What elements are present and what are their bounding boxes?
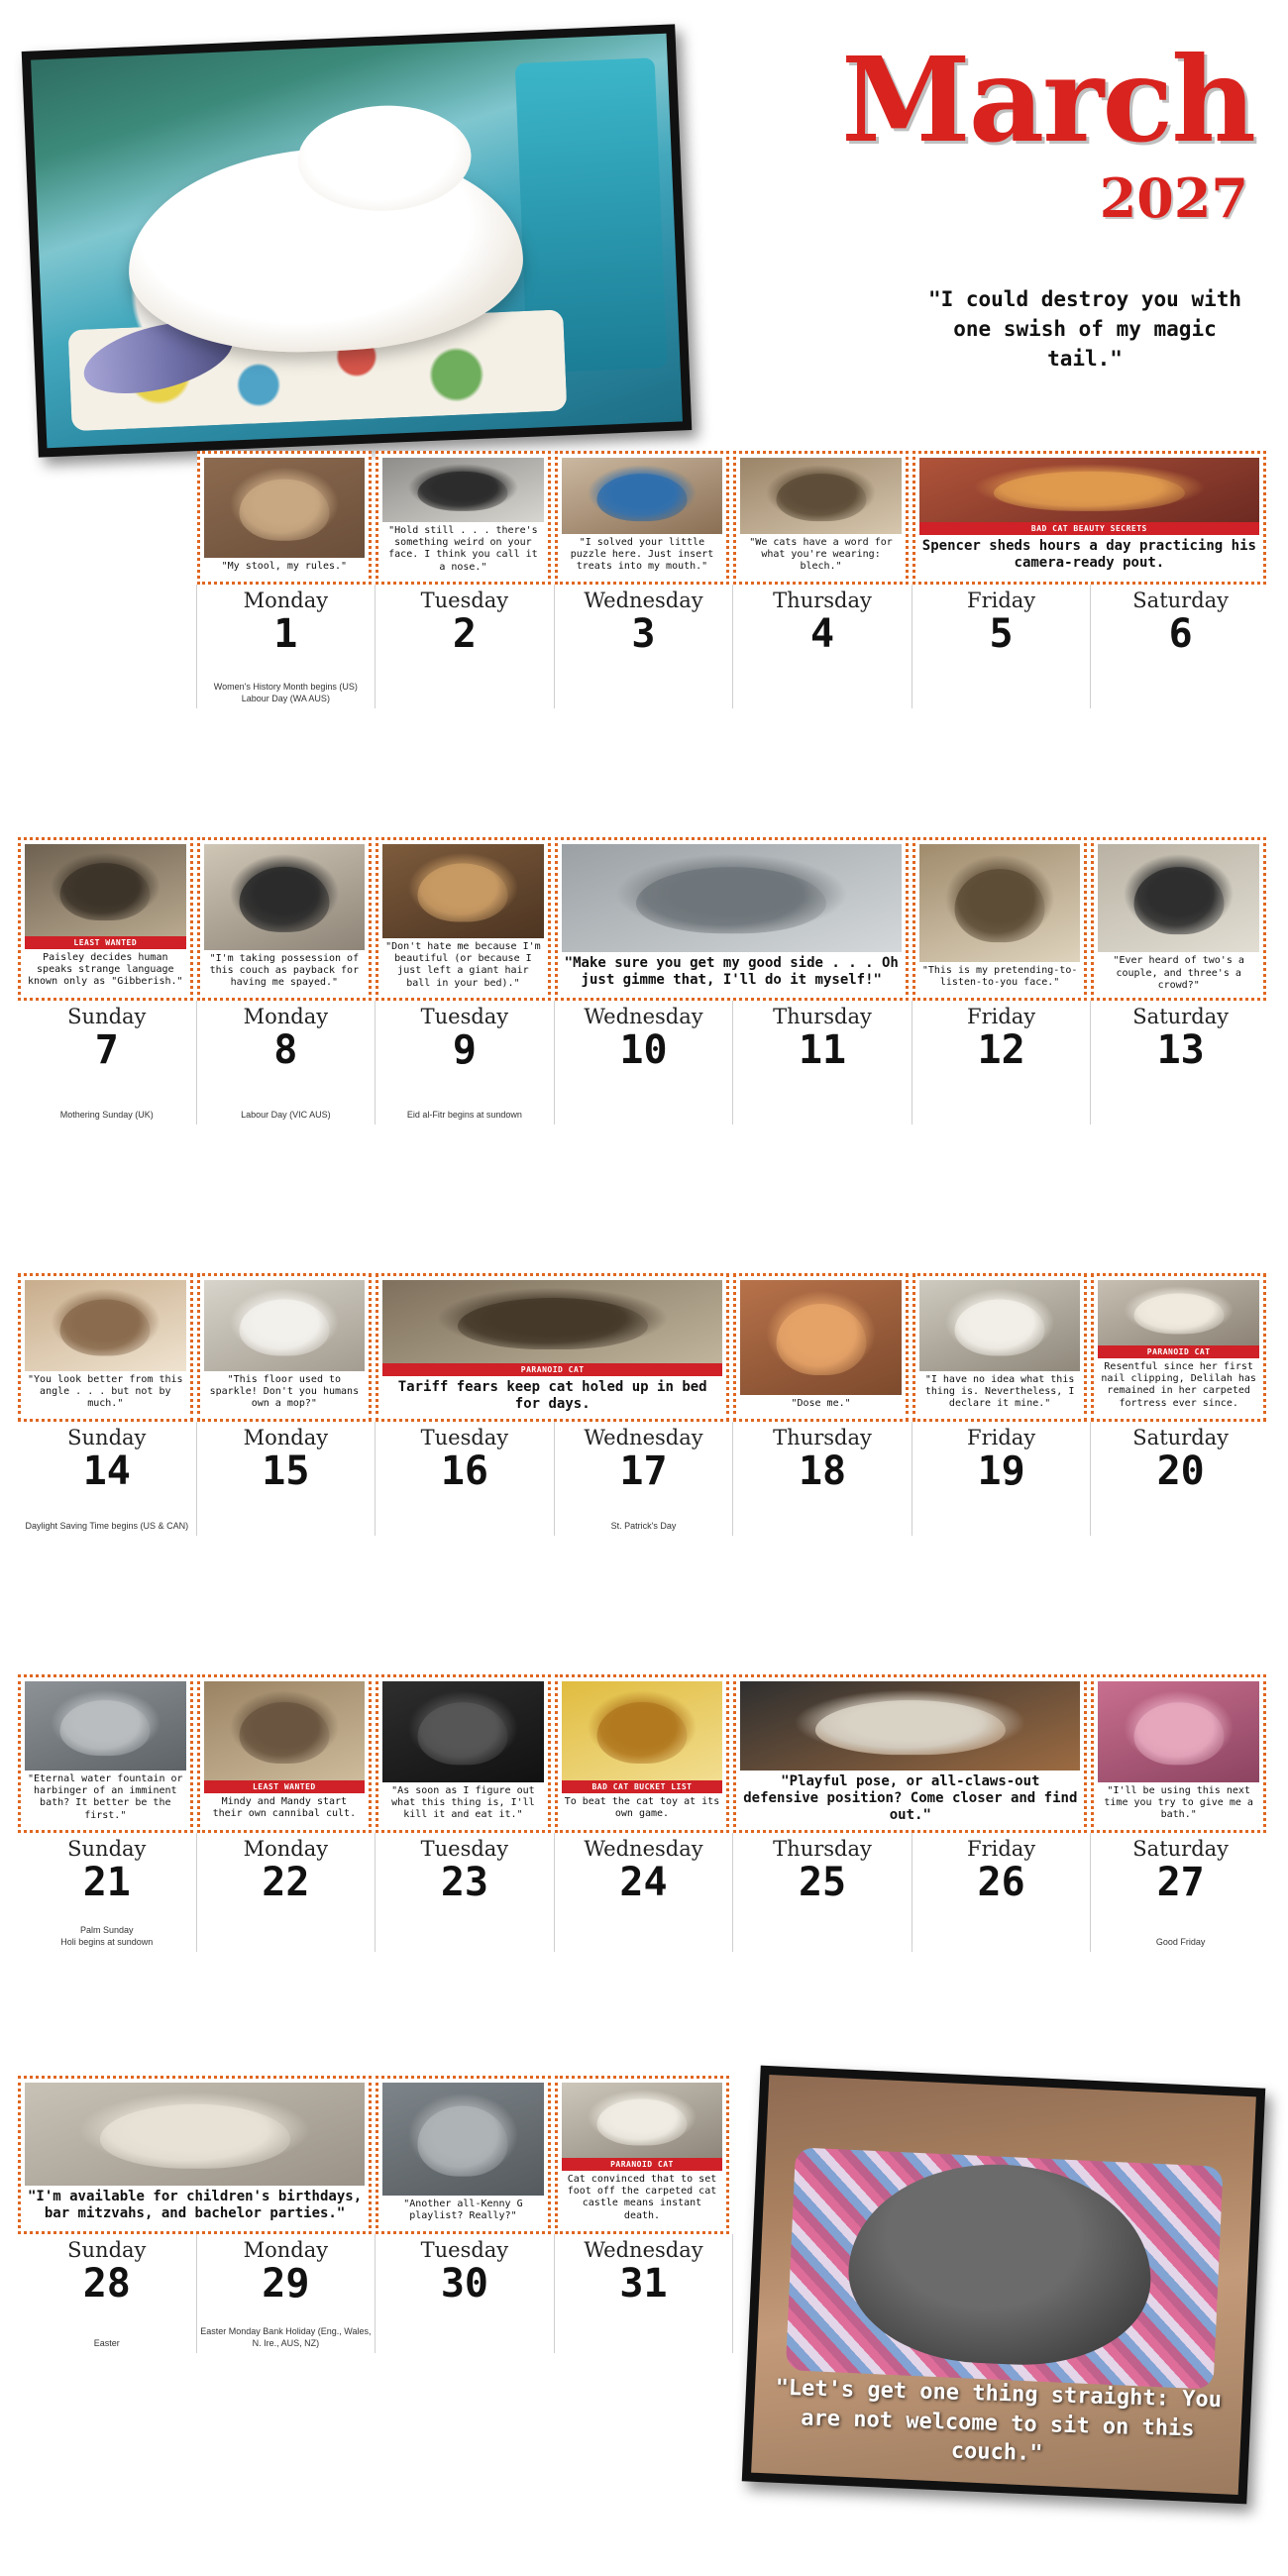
- day-cell[interactable]: [1091, 1833, 1270, 1952]
- photo-artwork: [382, 844, 544, 938]
- cat-photo: [562, 2083, 723, 2158]
- day-number: 30: [440, 2261, 488, 2307]
- photo-banner: PARANOID CAT: [1098, 1345, 1259, 1358]
- cat-photo: [25, 1280, 186, 1371]
- day-of-week-label: Thursday: [773, 1837, 872, 1861]
- photo-artwork: [919, 844, 1081, 962]
- hero-photo: [22, 24, 693, 457]
- photo-caption: Tariff fears keep cat holed up in bed for days.: [397, 1378, 707, 1412]
- cat-photo: [562, 1681, 723, 1780]
- photo-artwork: [1098, 844, 1259, 952]
- cat-photo: [1098, 1280, 1259, 1345]
- page-title: March: [841, 31, 1254, 168]
- day-cell[interactable]: [555, 2234, 734, 2353]
- photo-caption-card: [555, 2076, 730, 2234]
- photo-row: [18, 451, 1270, 585]
- day-of-week-label: Saturday: [1132, 589, 1230, 612]
- day-number: 28: [82, 2261, 131, 2307]
- day-of-week-label: Monday: [243, 1005, 329, 1028]
- days-row: [18, 1001, 1270, 1125]
- day-cell[interactable]: [376, 1422, 555, 1536]
- day-of-week-label: Monday: [243, 1426, 329, 1449]
- cat-photo: [919, 1280, 1081, 1371]
- day-of-week-label: Wednesday: [584, 589, 703, 612]
- day-cell[interactable]: [1091, 585, 1270, 708]
- day-cell[interactable]: [18, 1001, 197, 1125]
- photo-caption-card: [376, 1273, 729, 1422]
- days-row: [18, 585, 1270, 708]
- days-row: [18, 1833, 1270, 1952]
- day-note: St. Patrick's Day: [610, 1520, 677, 1531]
- photo-caption-card: [376, 837, 551, 1001]
- cat-photo: [382, 1681, 544, 1782]
- day-note: Eid al-Fitr begins at sundown: [406, 1109, 522, 1120]
- photo-caption-card: [376, 2076, 551, 2234]
- photo-caption-card: [912, 1273, 1088, 1422]
- day-cell[interactable]: [733, 585, 912, 708]
- photo-caption-card: [18, 837, 193, 1001]
- day-number: 13: [1156, 1027, 1205, 1073]
- day-of-week-label: Wednesday: [584, 1426, 703, 1449]
- bottom-photo: [742, 2066, 1266, 2505]
- day-of-week-label: Saturday: [1132, 1837, 1230, 1861]
- day-cell[interactable]: [912, 1001, 1092, 1125]
- day-cell[interactable]: [18, 1422, 197, 1536]
- week-strip: [18, 451, 1270, 708]
- day-note: Easter: [93, 2337, 120, 2348]
- day-number: 27: [1156, 1860, 1205, 1905]
- day-note: Palm Sunday Holi begins at sundown: [60, 1924, 154, 1947]
- photo-caption-card: [197, 1273, 373, 1422]
- day-cell[interactable]: [197, 585, 376, 708]
- day-cell[interactable]: [197, 1001, 376, 1125]
- photo-artwork: [919, 458, 1259, 522]
- day-number: 5: [989, 611, 1014, 657]
- photo-caption: "Playful pose, or all-claws-out defensive position? Come closer and find out.": [743, 1772, 1078, 1823]
- day-of-week-label: Sunday: [67, 2238, 147, 2262]
- day-cell[interactable]: [733, 1001, 912, 1125]
- cat-photo: [919, 844, 1081, 962]
- cat-photo: [382, 844, 544, 938]
- photo-row: [18, 1273, 1270, 1422]
- day-number: 18: [798, 1449, 847, 1494]
- photo-caption-card: [912, 837, 1088, 1001]
- day-number: 11: [798, 1027, 847, 1073]
- cat-photo: [382, 458, 544, 522]
- photo-caption-card: [376, 451, 551, 585]
- photo-artwork: [204, 458, 366, 558]
- photo-caption: "You look better from this angle . . . but not by much.": [28, 1374, 183, 1410]
- photo-row: [18, 837, 1270, 1001]
- photo-caption: "I solved your little puzzle here. Just insert treats into my mouth.": [570, 537, 714, 573]
- cat-photo: [382, 2083, 544, 2196]
- days-row: [18, 1422, 1270, 1536]
- photo-caption: "Eternal water fountain or harbinger of an imminent bath? It better be the first.": [28, 1773, 183, 1821]
- day-number: 29: [262, 2261, 310, 2307]
- photo-caption: To beat the cat toy at its own game.: [564, 1796, 720, 1820]
- photo-artwork: [382, 1681, 544, 1782]
- day-cell[interactable]: [1091, 1001, 1270, 1125]
- photo-spacer: [18, 451, 193, 585]
- photo-caption-card: [18, 1273, 193, 1422]
- photo-caption: "As soon as I figure out what this thing is, I'll kill it and eat it.": [391, 1785, 535, 1821]
- photo-artwork: [204, 1681, 366, 1780]
- photo-artwork: [25, 1681, 186, 1771]
- cat-photo: [25, 1681, 186, 1771]
- photo-artwork: [25, 1280, 186, 1371]
- day-of-week-label: Tuesday: [420, 1837, 509, 1861]
- photo-caption-card: [555, 451, 730, 585]
- day-note: Women's History Month begins (US) Labour Day (WA AUS): [213, 681, 358, 703]
- day-of-week-label: Sunday: [67, 1837, 147, 1861]
- photo-artwork: [382, 1280, 722, 1363]
- week-strip: [18, 1674, 1270, 1952]
- day-cell[interactable]: [733, 1422, 912, 1536]
- photo-caption: "I have no idea what this thing is. Nevertheless, I declare it mine.": [924, 1374, 1075, 1410]
- photo-caption-card: [18, 2076, 372, 2234]
- day-number: 12: [977, 1027, 1025, 1073]
- day-number: 14: [82, 1449, 131, 1494]
- cat-photo: [562, 844, 902, 952]
- day-of-week-label: Thursday: [773, 1005, 872, 1028]
- photo-caption-card: [733, 1674, 1087, 1833]
- cat-photo: [204, 844, 366, 950]
- day-number: 21: [82, 1860, 131, 1905]
- bottom-photo-quote: "Let's get one thing straight: You are not welcome to sit on this couch.": [775, 2375, 1222, 2467]
- day-cell[interactable]: [197, 2234, 376, 2353]
- photo-artwork: [204, 844, 366, 950]
- photo-artwork: [25, 2083, 365, 2186]
- day-of-week-label: Monday: [243, 2238, 329, 2262]
- photo-artwork: [740, 1280, 902, 1395]
- day-number: 1: [273, 611, 298, 657]
- photo-artwork: [382, 458, 544, 522]
- day-of-week-label: Wednesday: [584, 1005, 703, 1028]
- day-number: 6: [1168, 611, 1193, 657]
- cat-photo: [740, 458, 902, 534]
- photo-banner: PARANOID CAT: [382, 1363, 722, 1376]
- photo-caption-card: [1091, 1273, 1266, 1422]
- day-of-week-label: Monday: [243, 589, 329, 612]
- day-of-week-label: Wednesday: [584, 1837, 703, 1861]
- year-label: 2027: [1099, 166, 1248, 230]
- photo-caption-card: [376, 1674, 551, 1833]
- day-of-week-label: Thursday: [773, 1426, 872, 1449]
- photo-caption: "This floor used to sparkle! Don't you humans own a mop?": [209, 1374, 360, 1410]
- day-number: 2: [452, 611, 477, 657]
- day-of-week-label: Friday: [967, 1005, 1036, 1028]
- photo-caption: "I'm taking possession of this couch as payback for having me spayed.": [209, 953, 360, 989]
- photo-artwork: [562, 2083, 723, 2158]
- photo-artwork: [1098, 1280, 1259, 1345]
- day-cell[interactable]: [376, 1001, 555, 1125]
- cat-photo: [204, 1681, 366, 1780]
- day-of-week-label: Friday: [967, 1426, 1036, 1449]
- day-cell[interactable]: [733, 1833, 912, 1952]
- day-note: Daylight Saving Time begins (US & CAN): [25, 1520, 189, 1531]
- photo-caption: Resentful since her first nail clipping, Delilah has remained in her carpeted fortress ever since.: [1101, 1361, 1256, 1409]
- photo-row: [18, 1674, 1270, 1833]
- day-of-week-label: Tuesday: [420, 589, 509, 612]
- cat-photo: [25, 844, 186, 936]
- cat-photo: [204, 1280, 366, 1371]
- cat-photo: [562, 458, 723, 534]
- photo-artwork: [740, 458, 902, 534]
- day-of-week-label: Friday: [967, 589, 1036, 612]
- photo-caption-card: [18, 1674, 193, 1833]
- day-cell[interactable]: [555, 1422, 734, 1536]
- day-of-week-label: Saturday: [1132, 1426, 1230, 1449]
- day-cell[interactable]: [1091, 1422, 1270, 1536]
- photo-artwork: [562, 844, 902, 952]
- day-number: 19: [977, 1449, 1025, 1494]
- cat-photo: [740, 1280, 902, 1395]
- day-number: 10: [619, 1027, 668, 1073]
- photo-artwork: [562, 1681, 723, 1780]
- day-number: 7: [94, 1027, 119, 1073]
- photo-artwork: [1098, 1681, 1259, 1782]
- day-note: Labour Day (VIC AUS): [241, 1109, 331, 1120]
- day-number: 23: [440, 1860, 488, 1905]
- photo-banner: PARANOID CAT: [562, 2158, 723, 2171]
- photo-caption: "Ever heard of two's a couple, and three's a crowd?": [1113, 955, 1244, 991]
- week-strip: [18, 837, 1270, 1125]
- day-cell[interactable]: [197, 1422, 376, 1536]
- photo-artwork: [919, 1280, 1081, 1371]
- photo-caption-card: [1091, 837, 1266, 1001]
- day-number: 3: [631, 611, 656, 657]
- cat-photo: [1098, 844, 1259, 952]
- day-number: 8: [273, 1027, 298, 1073]
- calendar-header: [0, 0, 1288, 456]
- photo-caption: "I'm available for children's birthdays, bar mitzvahs, and bachelor parties.": [27, 2189, 363, 2222]
- cat-photo: [382, 1280, 722, 1363]
- day-number: 26: [977, 1860, 1025, 1905]
- photo-artwork: [204, 1280, 366, 1371]
- photo-caption: "Dose me.": [791, 1398, 851, 1409]
- photo-caption: Paisley decides human speaks strange language known only as "Gibberish.": [28, 952, 183, 988]
- photo-banner: LEAST WANTED: [25, 936, 186, 949]
- photo-artwork: [562, 458, 723, 534]
- photo-banner: BAD CAT BEAUTY SECRETS: [919, 522, 1259, 535]
- day-number: 24: [619, 1860, 668, 1905]
- day-number: 16: [440, 1449, 488, 1494]
- day-of-week-label: Friday: [967, 1837, 1036, 1861]
- photo-caption-card: [555, 837, 909, 1001]
- photo-caption-card: [733, 1273, 909, 1422]
- day-cell[interactable]: [912, 1833, 1092, 1952]
- day-cell[interactable]: [912, 585, 1092, 708]
- photo-artwork: [25, 844, 186, 936]
- day-number: 20: [1156, 1449, 1205, 1494]
- photo-banner: LEAST WANTED: [204, 1780, 366, 1793]
- day-note: Easter Monday Bank Holiday (Eng., Wales, N. Ire., AUS, NZ): [200, 2325, 372, 2348]
- photo-caption: "Don't hate me because I'm beautiful (or because I just left a giant hair ball in your bed).": [385, 941, 541, 989]
- photo-artwork: [382, 2083, 544, 2196]
- photo-caption: "I'll be using this next time you try to give me a bath.": [1104, 1785, 1253, 1821]
- day-cell[interactable]: [555, 1833, 734, 1952]
- day-cell[interactable]: [18, 1833, 197, 1952]
- day-of-week-label: Thursday: [773, 589, 872, 612]
- day-cell[interactable]: [197, 1833, 376, 1952]
- photo-caption-card: [197, 451, 373, 585]
- cat-photo: [25, 2083, 365, 2186]
- photo-caption-card: [197, 1674, 373, 1833]
- day-number: 15: [262, 1449, 310, 1494]
- photo-caption: "Make sure you get my good side . . . Oh just gimme that, I'll do it myself!": [564, 955, 899, 989]
- cat-photo: [204, 458, 366, 558]
- cat-photo: [740, 1681, 1080, 1771]
- day-cell-empty: [18, 585, 197, 708]
- photo-caption-card: [912, 451, 1266, 585]
- day-cell[interactable]: [376, 585, 555, 708]
- photo-caption: Spencer sheds hours a day practicing his camera-ready pout.: [921, 538, 1256, 572]
- day-of-week-label: Sunday: [67, 1426, 147, 1449]
- day-cell[interactable]: [555, 585, 734, 708]
- photo-banner: BAD CAT BUCKET LIST: [562, 1780, 723, 1793]
- photo-caption: "Another all-Kenny G playlist? Really?": [403, 2199, 523, 2222]
- day-number: 25: [798, 1860, 847, 1905]
- day-number: 9: [452, 1027, 477, 1073]
- day-of-week-label: Tuesday: [420, 1426, 509, 1449]
- day-number: 31: [619, 2261, 668, 2307]
- photo-caption-card: [733, 451, 909, 585]
- hero-quote: "I could destroy you with one swish of my magic tail.": [927, 287, 1242, 371]
- photo-caption: "Hold still . . . there's something weird on your face. I think you call it a nose.": [388, 525, 538, 573]
- day-note: Good Friday: [1155, 1936, 1206, 1947]
- day-cell[interactable]: [18, 2234, 197, 2353]
- cat-photo: [1098, 1681, 1259, 1782]
- day-number: 4: [809, 611, 835, 657]
- photo-caption-card: [1091, 1674, 1266, 1833]
- week-strip: [18, 1273, 1270, 1536]
- day-cell[interactable]: [376, 1833, 555, 1952]
- day-of-week-label: Tuesday: [420, 1005, 509, 1028]
- day-of-week-label: Sunday: [67, 1005, 147, 1028]
- day-number: 17: [619, 1449, 668, 1494]
- day-of-week-label: Monday: [243, 1837, 329, 1861]
- photo-caption: Cat convinced that to set foot off the carpeted cat castle means instant death.: [567, 2174, 717, 2221]
- photo-caption: "My stool, my rules.": [221, 561, 348, 572]
- day-of-week-label: Wednesday: [584, 2238, 703, 2262]
- day-cell[interactable]: [376, 2234, 555, 2353]
- day-cell[interactable]: [555, 1001, 734, 1125]
- day-number: 22: [262, 1860, 310, 1905]
- day-cell[interactable]: [912, 1422, 1092, 1536]
- photo-caption: Mindy and Mandy start their own cannibal cult.: [212, 1796, 357, 1820]
- photo-caption: "We cats have a word for what you're wearing: blech.": [749, 537, 893, 573]
- photo-caption-card: [555, 1674, 730, 1833]
- day-of-week-label: Saturday: [1132, 1005, 1230, 1028]
- cat-photo: [919, 458, 1259, 522]
- photo-caption: "This is my pretending-to-listen-to-you face.": [921, 965, 1078, 989]
- photo-caption-card: [197, 837, 373, 1001]
- day-note: Mothering Sunday (UK): [59, 1109, 154, 1120]
- day-of-week-label: Tuesday: [420, 2238, 509, 2262]
- photo-artwork: [740, 1681, 1080, 1771]
